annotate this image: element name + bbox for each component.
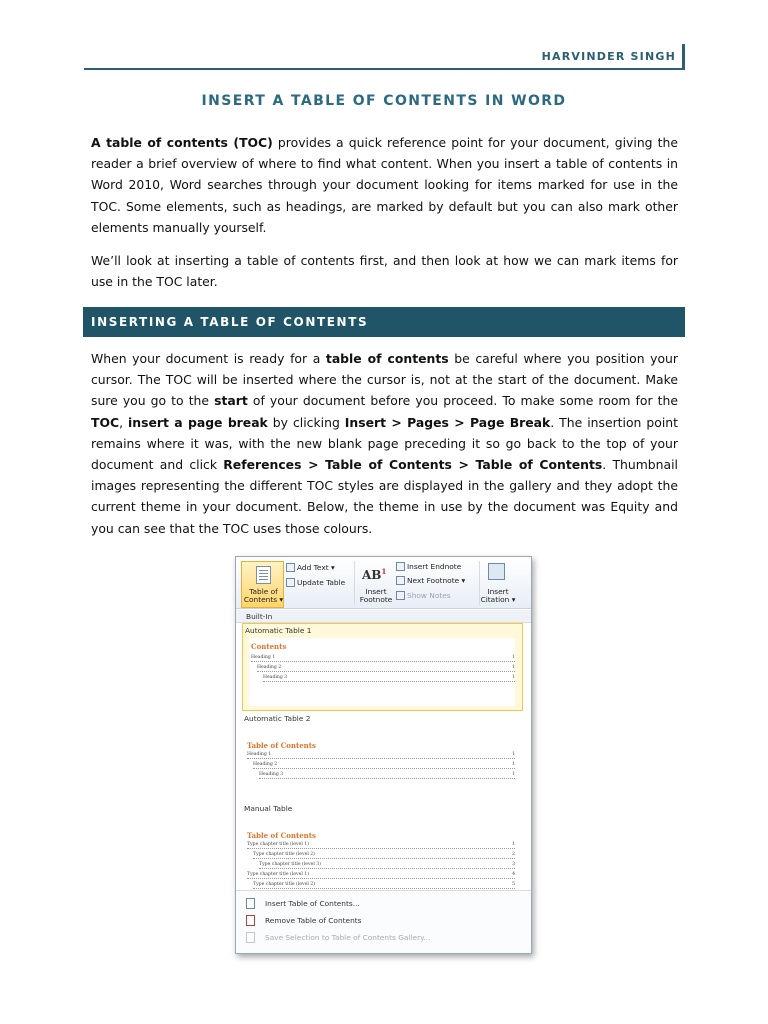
insert-citation-icon (488, 563, 505, 580)
table-of-contents-icon (256, 566, 271, 584)
toc-preview-line: Heading 2 1 (253, 762, 515, 767)
toc-preview-line: Heading 3 1 (259, 772, 515, 777)
insert-toc-menu-item[interactable]: Insert Table of Contents... (246, 898, 360, 909)
automatic-table-1-option[interactable] (242, 623, 523, 711)
toc-preview-heading: Contents (251, 642, 287, 651)
instructions-paragraph: When your document is ready for a table of contents be careful where you position your cursor. The TOC will be inserted where the cursor is, not at the start of the document. Make sure you go to the start of your document before you proceed. To make some room for the TOC, insert a page break by clicking Insert > Pages > Page Break. The insertion point remains where it was, with the new blank page preceding it so go back to the top of your document and click References > Table of Contents > Table of Contents. Thumbnail images representing the different TOC styles are displayed in the gallery and they adopt the current theme in your document. Below, the theme in use by the document was Equity and you can see that the TOC uses those colours. (91, 351, 678, 536)
toc-preview-line: Type chapter title (level 2) 2 (253, 852, 515, 857)
gallery-section-header: Built-In (236, 610, 531, 623)
show-notes-icon (396, 591, 405, 600)
insert-endnote-button[interactable]: Insert Endnote (396, 562, 461, 571)
insert-footnote-button[interactable]: Insert Footnote (359, 587, 393, 604)
remove-toc-menu-item[interactable]: Remove Table of Contents (246, 915, 362, 926)
automatic-table-2-option[interactable]: Automatic Table 2 (244, 714, 311, 723)
toc-preview-heading: Table of Contents (247, 741, 316, 750)
toc-preview-heading: Table of Contents (247, 831, 316, 840)
table-of-contents-button[interactable] (241, 561, 284, 608)
toc-preview-line: Type chapter title (level 1) 1 (247, 842, 515, 847)
toc-preview-line: Type chapter title (level 2) 5 (253, 882, 515, 887)
references-ribbon (236, 557, 531, 609)
gallery-menu (236, 890, 531, 954)
add-text-icon (286, 563, 295, 572)
page-title: INSERT A TABLE OF CONTENTS IN WORD (201, 93, 567, 109)
toc-preview-line: Heading 2 1 (257, 665, 515, 670)
ribbon-separator (354, 561, 355, 605)
toc-preview-line: Type chapter title (level 1) 4 (247, 872, 515, 877)
plan-paragraph: We’ll look at inserting a table of contents first, and then look at how we can mark items for use in the TOC later. (91, 253, 678, 290)
next-footnote-icon (396, 576, 405, 585)
save-selection-menu-item[interactable]: Save Selection to Table of Contents Gallery... (246, 932, 431, 943)
section-heading: INSERTING A TABLE OF CONTENTS (83, 307, 685, 337)
update-table-button[interactable]: Update Table (286, 578, 345, 587)
save-selection-icon (246, 932, 255, 943)
insert-citation-button[interactable]: Insert Citation ▾ (480, 587, 516, 604)
toc-preview-line: Heading 1 1 (251, 655, 515, 660)
show-notes-button[interactable]: Show Notes (396, 591, 451, 600)
table-of-contents-label: Table of Contents ▾ (243, 587, 284, 604)
next-footnote-button[interactable]: Next Footnote ▾ (396, 576, 465, 585)
manual-table-option[interactable]: Manual Table (244, 804, 293, 813)
insert-endnote-icon (396, 562, 405, 571)
update-table-icon (286, 578, 295, 587)
insert-toc-icon (246, 898, 255, 909)
remove-toc-icon (246, 915, 255, 926)
add-text-button[interactable]: Add Text ▾ (286, 563, 335, 572)
header-rule (84, 68, 684, 70)
author-name: HARVINDER SINGH (541, 50, 676, 63)
header-rule-vertical (682, 44, 685, 70)
word-toc-gallery-screenshot (235, 556, 532, 954)
toc-preview-line: Type chapter title (level 3) 3 (259, 862, 515, 867)
automatic-table-1-preview (249, 638, 515, 706)
toc-preview-line: Heading 1 1 (247, 752, 515, 757)
intro-paragraph: A table of contents (TOC) provides a quick reference point for your document, giving the reader a brief overview of where to find what content. When you insert a table of contents in Word 2010, Word searches through your document looking for items marked for use in the TOC. Some elements, such as headings, are marked by default but you can also mark other elements manually yourself. (91, 135, 678, 235)
insert-footnote-icon: $AB^1$ (362, 567, 387, 582)
toc-preview-line: Heading 3 1 (263, 675, 515, 680)
automatic-table-1-label: Automatic Table 1 (245, 626, 312, 635)
